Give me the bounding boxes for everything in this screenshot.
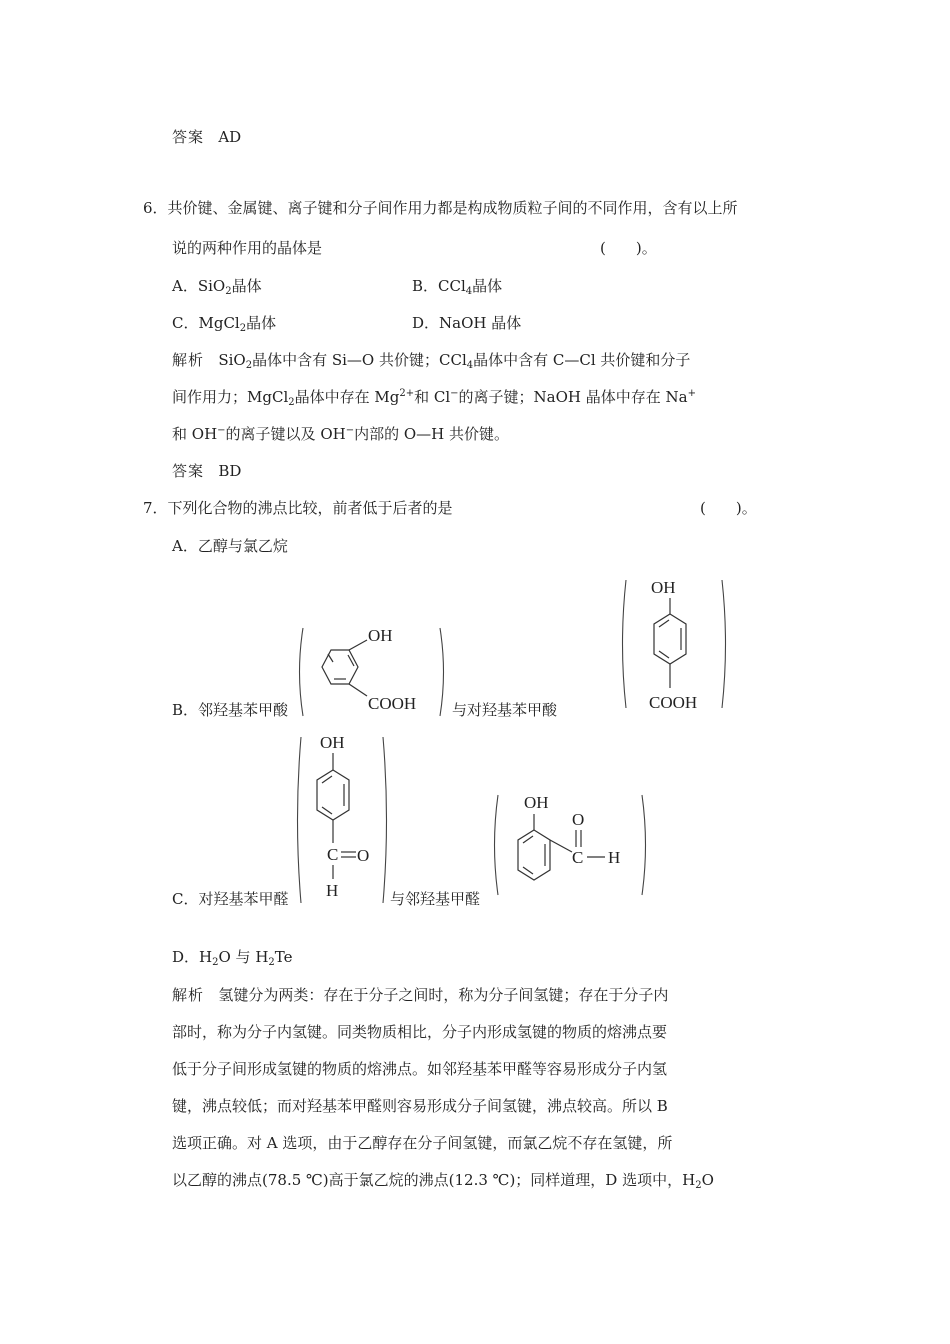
left-bracket [300, 628, 304, 716]
q7-stem: 7．下列化合物的沸点比较，前者低于后者的是 [143, 499, 453, 517]
oh-label: OH [320, 733, 345, 752]
ring-double-bond [328, 654, 333, 662]
ring-double-bond [659, 651, 669, 658]
q6-stem-line1: 6．共价键、金属键、离子键和分子间作用力都是构成物质粒子间的不同作用，含有以上所 [143, 199, 738, 217]
q7-analysis-line6: 以乙醇的沸点(78.5 ℃)高于氯乙烷的沸点(12.3 ℃)；同样道理，D 选项中，$H_2O$ [172, 1171, 714, 1191]
q7-analysis-line1: 解析 氢键分为两类：存在于分子之间时，称为分子间氢键；存在于分子内 [172, 986, 669, 1004]
cooh-label: COOH [368, 694, 417, 713]
para-hydroxybenzaldehyde-structure [293, 731, 393, 909]
ortho-hydroxybenzaldehyde-structure [490, 790, 655, 900]
ring-double-bond [322, 776, 332, 783]
q7-analysis-line3: 低于分子间形成氢键的物质的熔沸点。如邻羟基苯甲醛等容易形成分子内氢 [172, 1060, 668, 1078]
right-bracket [383, 737, 387, 903]
o-label: O [572, 810, 585, 829]
cooh-label: COOH [649, 693, 698, 712]
bond-to-cooh [349, 684, 367, 696]
q7-analysis-line2: 部时，称为分子内氢键。同类物质相比，分子内形成氢键的物质的熔沸点要 [172, 1023, 668, 1041]
answer-5 [172, 127, 241, 147]
analysis-label: 解析 [172, 351, 205, 369]
q7-option-b-connector: 与对羟基苯甲酸 [452, 701, 558, 719]
oh-label: OH [524, 793, 549, 812]
bond-to-oh [349, 640, 367, 650]
q6-option-a: A．SiO$_2$晶体 [172, 277, 262, 297]
q6-option-c: C．MgCl$_2$晶体 [172, 314, 277, 334]
q6-number: 6． [143, 199, 168, 217]
q6-stem-line2: 说的两种作用的晶体是 [172, 239, 323, 257]
answer-label: 答案 [172, 462, 205, 480]
left-bracket [298, 737, 302, 903]
bond-to-carbonyl [550, 840, 572, 852]
left-bracket [623, 580, 627, 708]
answer-label: 答案 [172, 128, 205, 146]
oh-label: OH [651, 578, 676, 597]
oh-label: OH [368, 626, 393, 645]
ring-double-bond [523, 836, 533, 843]
q7-analysis-line5: 选项正确。对 A 选项，由于乙醇存在分子间氢键，而氯乙烷不存在氢键，所 [172, 1134, 673, 1152]
q7-analysis-line4: 键，沸点较低；而对羟基苯甲醛则容易形成分子间氢键，沸点较高。所以 B [172, 1097, 668, 1115]
q7-blank: ( )。 [700, 499, 757, 517]
q6-answer [172, 461, 241, 481]
left-bracket [495, 795, 499, 895]
answer-value: AD [218, 128, 242, 146]
q7-number: 7． [143, 499, 168, 517]
h-label: H [326, 881, 339, 900]
analysis-label: 解析 [172, 986, 205, 1004]
ring-double-bond [322, 807, 332, 814]
q6-analysis-line3: 和 OH−的离子键以及 OH−内部的 O—H 共价键。 [172, 425, 510, 443]
right-bracket [642, 795, 646, 895]
q7-option-a: A．乙醇与氯乙烷 [172, 537, 288, 555]
q6-analysis-line2: 间作用力；MgCl$_2$晶体中存在 $Mg^{2+}$和 Cl−的离子键；NaOH 晶体中存在 Na+ [172, 388, 696, 408]
c-label: C [572, 848, 584, 867]
ortho-hydroxybenzoic-acid-structure [295, 622, 455, 722]
o-label: O [357, 846, 370, 865]
ring-double-bond [523, 867, 533, 874]
para-hydroxybenzoic-acid-structure [618, 574, 733, 714]
q6-option-b: B．CCl$_4$晶体 [412, 277, 503, 297]
ring-double-bond [659, 620, 669, 627]
right-bracket [722, 580, 726, 708]
h-label: H [608, 848, 621, 867]
q7-option-c-connector: 与邻羟基甲醛 [390, 890, 481, 908]
q6-blank: ( )。 [600, 239, 657, 257]
q7-option-b-label: B．邻羟基苯甲酸 [172, 701, 289, 719]
q7-option-c-label: C．对羟基苯甲醛 [172, 890, 289, 908]
q7-option-d: D．$H_2O$ 与 $H_2Te$ [172, 948, 293, 968]
q6-analysis-line1: 解析 SiO$_2$晶体中含有 Si—O 共价键；CCl$_4$晶体中含有 C—Cl 共价键和分子 [172, 351, 691, 371]
right-bracket [440, 628, 444, 716]
c-label: C [327, 845, 339, 864]
answer-value: BD [218, 462, 242, 480]
q6-option-d: D．NaOH 晶体 [412, 314, 522, 332]
